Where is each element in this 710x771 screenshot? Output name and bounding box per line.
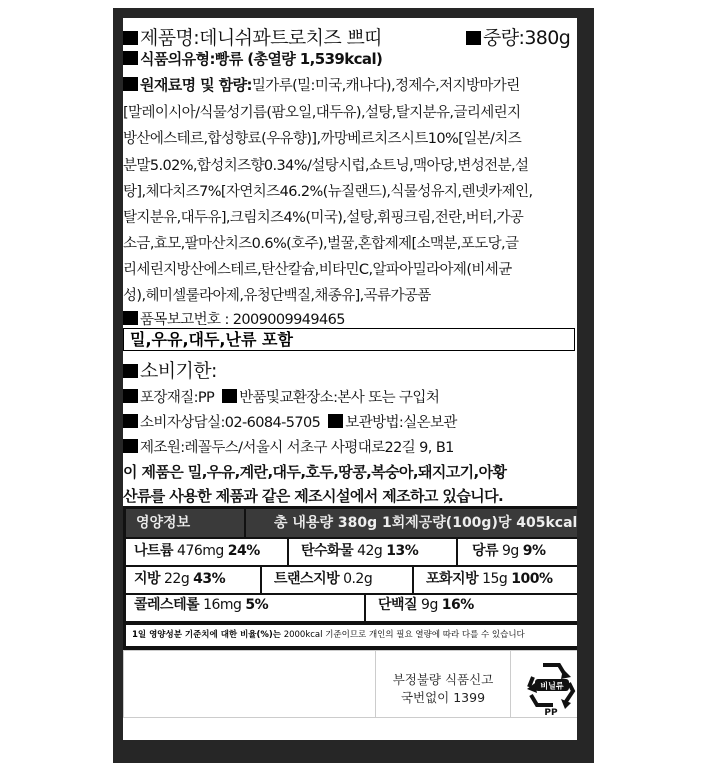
manufacturer: 제조원:레꼴두스/서울시 서초구 사평대로22길 9, B1 [140, 440, 454, 456]
report-line: 국번없이 1399 [400, 690, 486, 705]
blank-cell [123, 650, 376, 718]
manufacturer-line [123, 436, 454, 457]
nutrition-footnote: 1일 영양성분 기준치에 대한 비율(%)는 2000kcal 기준이므로 개인의 필요 열량에 따라 다를 수 있습니다 [126, 625, 577, 646]
cross-contamination: 산류를 사용한 제품과 같은 제조시설에서 제조하고 있습니다. [123, 487, 504, 505]
ingredients-text: 소금,효모,팔마산치즈0.6%(호주),벌꿀,혼합제제[소맥분,포도당,글 [123, 236, 519, 252]
label: 원재료명 및 함량: [140, 76, 252, 94]
expiry-line [123, 356, 217, 383]
nutrient-carbs: 탄수화물 42g 13% [289, 539, 456, 565]
nutrition-summary: 총 내용량 380g 1회제공량(100g)당 405kcal [246, 509, 577, 537]
food-type-line [123, 48, 382, 69]
nutrient-cholesterol: 콜레스테롤 16mg 5% [126, 595, 364, 621]
weight-line [466, 23, 570, 50]
ingredients-text: 리세린지방산에스테르,탄산칼슘,비타민C,알파아밀라아제(비세균 [123, 262, 512, 278]
nutrient-saturated-fat: 포화지방 15g 100% [414, 567, 577, 593]
nutrient-sodium: 나트륨 476mg 24% [126, 539, 287, 565]
nutrition-title: 영양정보 [126, 509, 244, 537]
consumer-line [123, 411, 457, 432]
nutrient-sugars: 당류 9g 9% [458, 539, 577, 565]
food-label [123, 18, 577, 740]
report-line: 부정불량 식품신고 [392, 672, 494, 687]
nutrient-protein: 단백질 9g 16% [366, 595, 577, 621]
product-name: 데니쉬꽈트로치즈 쁘띠 [199, 27, 383, 49]
cross-contamination: 이 제품은 밀,우유,계란,대두,호두,땅콩,복숭아,돼지고기,아황 [123, 463, 507, 481]
ingredients-text: 탕],체다치즈7%[자연치즈46.2%(뉴질랜드),식물성유지,렌넷카제인, [123, 184, 533, 200]
food-type: 빵류 (총열량 1,539kcal) [214, 50, 383, 68]
nutrient-trans-fat: 트랜스지방 0.2g [262, 567, 412, 593]
report-number-line [123, 308, 345, 329]
exchange: 반품및교환장소:본사 또는 구입처 [239, 390, 440, 406]
label: 소비기한: [140, 360, 217, 382]
recycle-icon [521, 655, 577, 715]
ingredients-text: 성),헤미셀룰라아제,유청단백질,채종유],곡류가공품 [123, 288, 431, 304]
recycle-label: 비닐류 [540, 681, 564, 691]
nutrition-table [123, 506, 577, 650]
ingredients-line [123, 74, 520, 95]
ingredients-text: [말레이시아/식물성기름(팜오일,대두유),설탕,탈지분유,글리세린지 [123, 105, 521, 121]
consumer-center: 소비자상담실:02-6084-5705 [140, 415, 321, 431]
recycle-cell [510, 650, 577, 718]
recycle-material: PP [544, 708, 558, 715]
storage: 보관방법:실온보관 [345, 415, 457, 431]
packaging-line [123, 386, 439, 407]
report-cell [375, 650, 511, 718]
label: 제품명: [140, 27, 200, 49]
ingredients-text: 밀가루(밀:미국,캐나다),정제수,저지방마가린 [251, 78, 520, 94]
label: 중량: [483, 27, 525, 49]
nutrient-fat: 지방 22g 43% [126, 567, 260, 593]
ingredients-text: 분말5.02%,합성치즈향0.34%/설탕시럽,쇼트닝,맥아당,변성전분,설 [123, 158, 529, 174]
ingredients-text: 방산에스테르,합성향료(우유향)],까망베르치즈시트10%[일본/치즈 [123, 131, 522, 147]
ingredients-text: 탈지분유,대두유],크림치즈4%(미국),설탕,휘핑크림,전란,버터,가공 [123, 210, 524, 226]
weight: 380g [524, 27, 571, 49]
label: 식품의유형: [140, 50, 215, 68]
report-number: 품목보고번호 : 2009009949465 [140, 312, 345, 328]
packaging: 포장재질:PP [140, 390, 215, 406]
product-name-line [123, 23, 382, 50]
allergen-box: 밀,우유,대두,난류 포함 [123, 328, 575, 351]
